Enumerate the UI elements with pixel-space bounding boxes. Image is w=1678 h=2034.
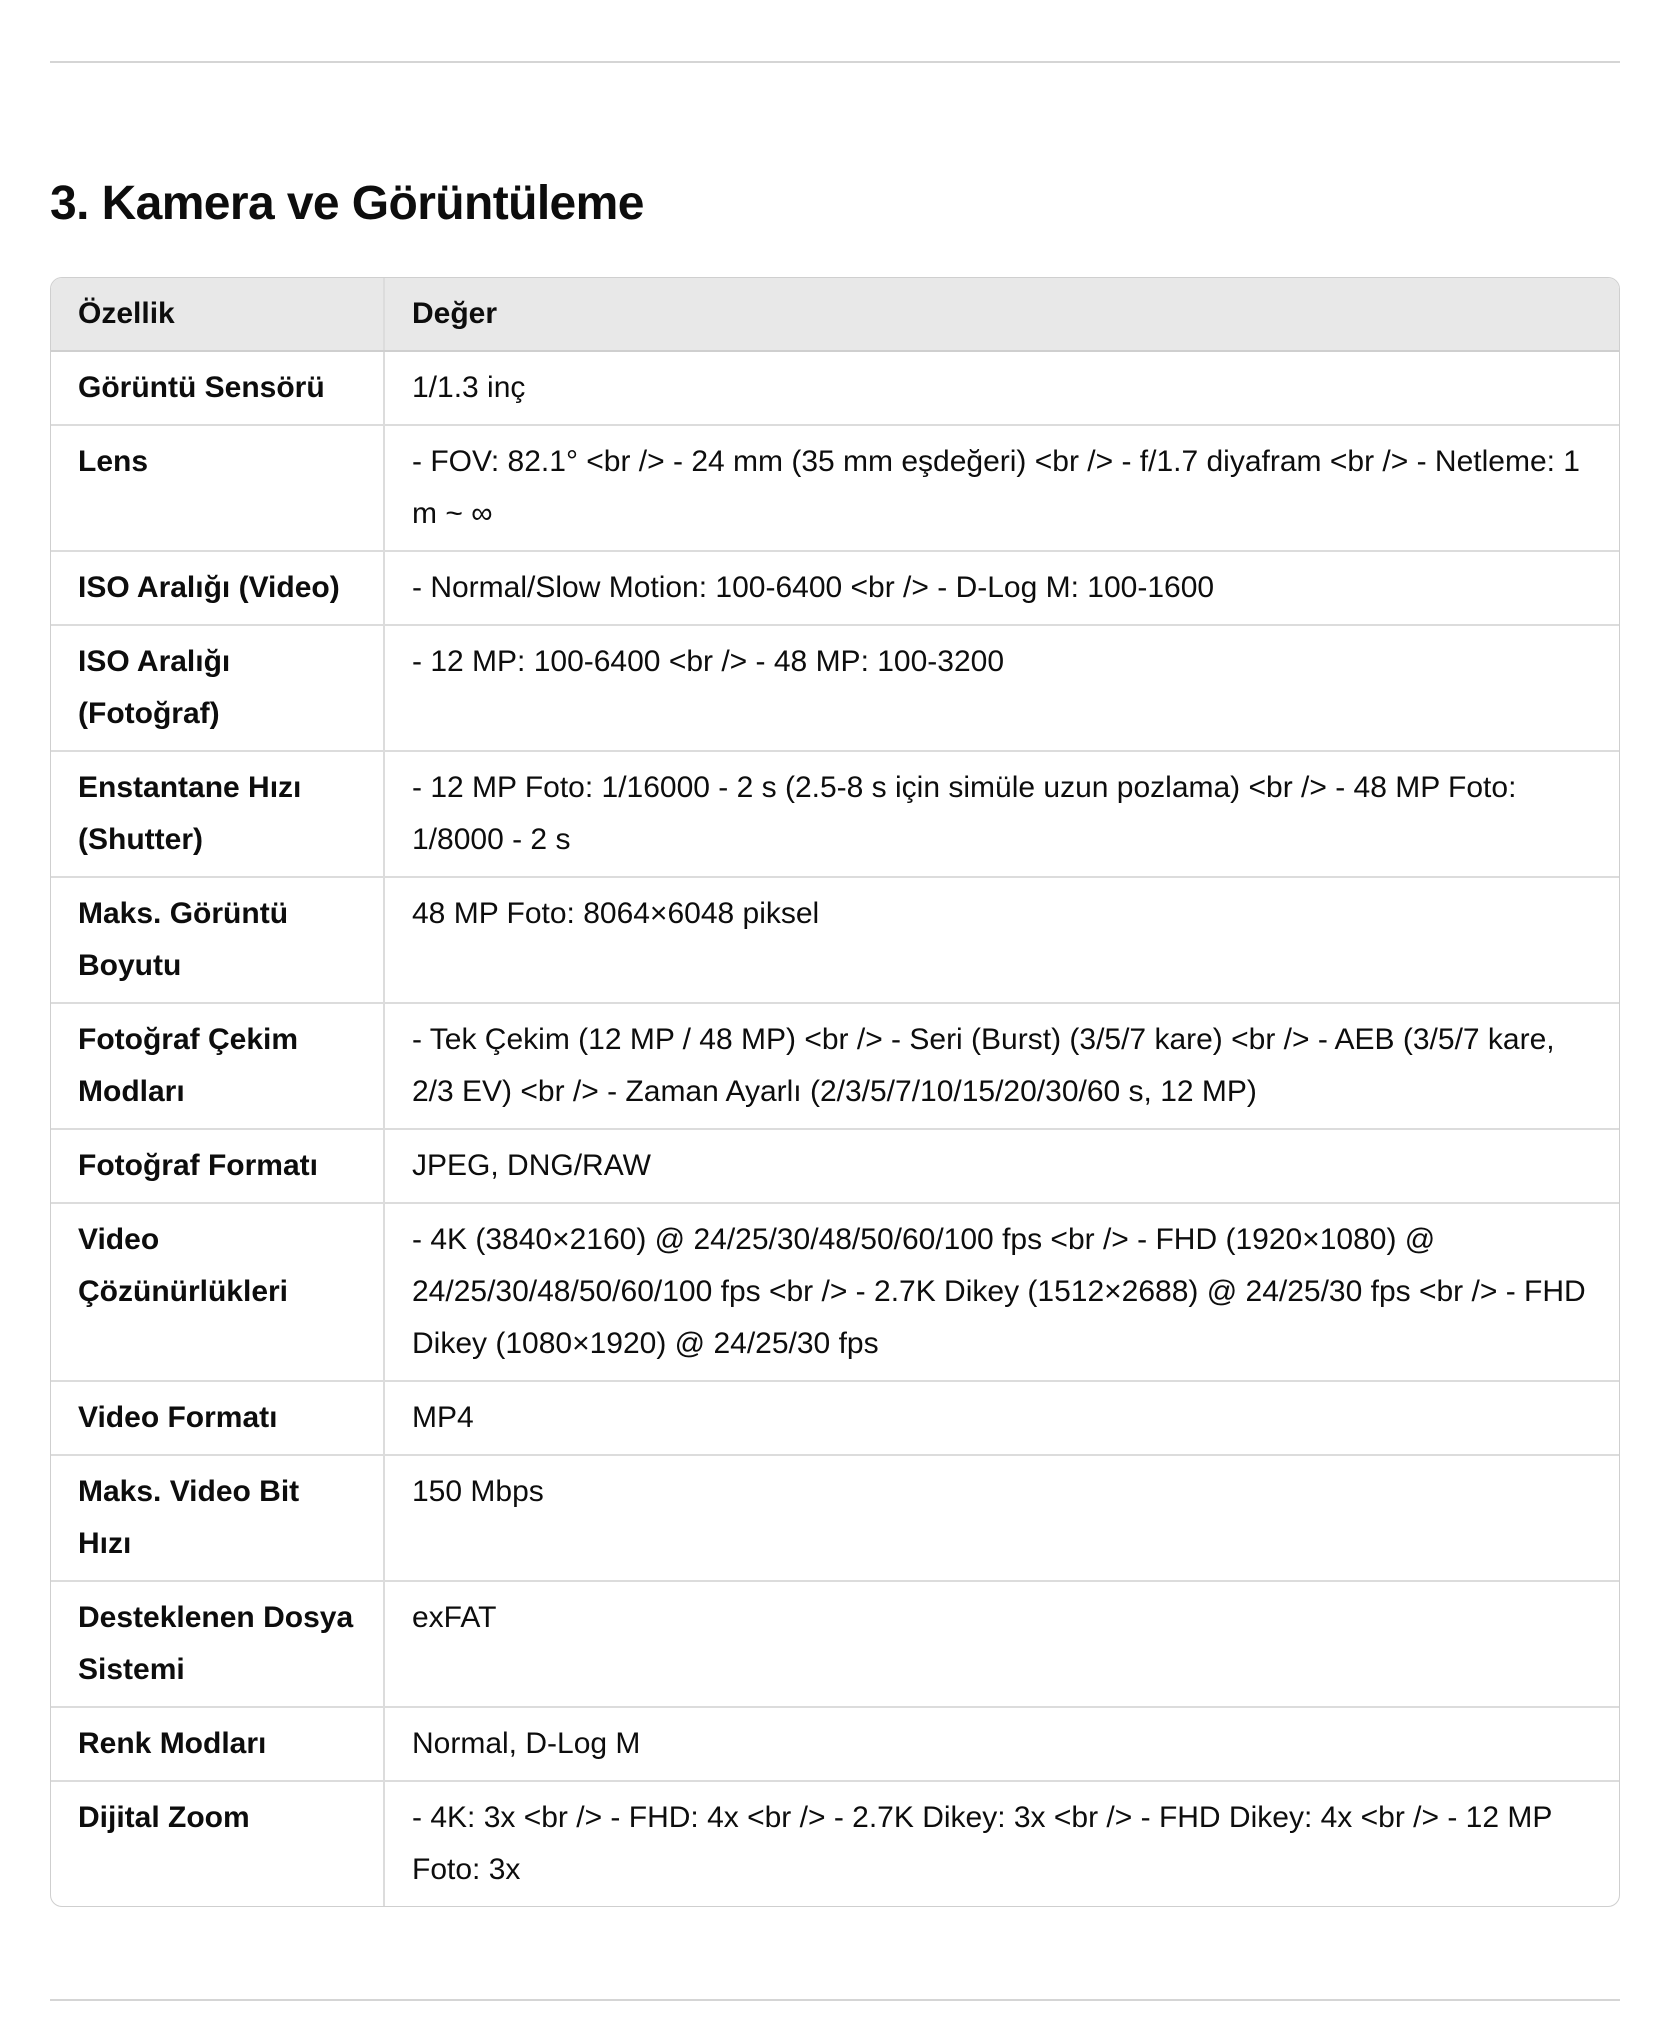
table-row — [51, 1203, 1619, 1381]
table-row — [51, 751, 1619, 877]
row-value: - 4K (3840×2160) @ 24/25/30/48/50/60/100 fps <br /> - FHD (1920×1080) @ 24/25/30/48/50/60/100 fps <br /> - 2.7K Dikey (1512×2688) @ 24/25/30 fps <br /> - FHD Dikey (1080×1920) @ 24/25/30 fps — [384, 1203, 1619, 1381]
row-value: - FOV: 82.1° <br /> - 24 mm (35 mm eşdeğeri) <br /> - f/1.7 diyafram <br /> - Netleme: 1 m ~ ∞ — [384, 425, 1619, 551]
table-row — [51, 551, 1619, 625]
row-key: ISO Aralığı (Video) — [51, 551, 384, 625]
row-value: 48 MP Foto: 8064×6048 piksel — [384, 877, 1619, 1003]
row-key: Lens — [51, 425, 384, 551]
row-value: - 4K: 3x <br /> - FHD: 4x <br /> - 2.7K Dikey: 3x <br /> - FHD Dikey: 4x <br /> - 12 MP Foto: 3x — [384, 1781, 1619, 1906]
row-key: Maks. Video Bit Hızı — [51, 1455, 384, 1581]
table-row — [51, 425, 1619, 551]
table-row — [51, 1581, 1619, 1707]
row-key: Desteklenen Dosya Sistemi — [51, 1581, 384, 1707]
specs-table — [50, 277, 1620, 1907]
table-row — [51, 1003, 1619, 1129]
column-header-feature: Özellik — [51, 278, 384, 351]
table-row — [51, 625, 1619, 751]
table-row — [51, 877, 1619, 1003]
row-value: JPEG, DNG/RAW — [384, 1129, 1619, 1203]
row-value: - Tek Çekim (12 MP / 48 MP) <br /> - Seri (Burst) (3/5/7 kare) <br /> - AEB (3/5/7 kare, 2/3 EV) <br /> - Zaman Ayarlı (2/3/5/7/10/15/20/30/60 s, 12 MP) — [384, 1003, 1619, 1129]
table-row — [51, 1129, 1619, 1203]
table-row — [51, 1381, 1619, 1455]
row-key: ISO Aralığı (Fotoğraf) — [51, 625, 384, 751]
row-key: Video Formatı — [51, 1381, 384, 1455]
row-key: Fotoğraf Çekim Modları — [51, 1003, 384, 1129]
row-key: Renk Modları — [51, 1707, 384, 1781]
row-value: 150 Mbps — [384, 1455, 1619, 1581]
row-key: Görüntü Sensörü — [51, 351, 384, 425]
row-value: MP4 — [384, 1381, 1619, 1455]
table-row — [51, 351, 1619, 425]
table-row — [51, 1455, 1619, 1581]
column-header-value: Değer — [384, 278, 1619, 351]
row-value: - 12 MP Foto: 1/16000 - 2 s (2.5-8 s için simüle uzun pozlama) <br /> - 48 MP Foto: 1/8000 - 2 s — [384, 751, 1619, 877]
row-value: Normal, D-Log M — [384, 1707, 1619, 1781]
section-heading: 3. Kamera ve Görüntüleme — [50, 177, 644, 230]
row-key: Enstantane Hızı (Shutter) — [51, 751, 384, 877]
top-divider — [50, 61, 1620, 63]
bottom-divider — [50, 1999, 1620, 2001]
table-header-row — [51, 278, 1619, 351]
row-key: Fotoğraf Formatı — [51, 1129, 384, 1203]
row-value: - Normal/Slow Motion: 100-6400 <br /> - D-Log M: 100-1600 — [384, 551, 1619, 625]
row-value: exFAT — [384, 1581, 1619, 1707]
table-row — [51, 1781, 1619, 1906]
row-key: Video Çözünürlükleri — [51, 1203, 384, 1381]
table-row — [51, 1707, 1619, 1781]
row-value: 1/1.3 inç — [384, 351, 1619, 425]
row-key: Dijital Zoom — [78, 1801, 250, 1834]
row-value: - 12 MP: 100-6400 <br /> - 48 MP: 100-3200 — [384, 625, 1619, 751]
row-key: Maks. Görüntü Boyutu — [51, 877, 384, 1003]
